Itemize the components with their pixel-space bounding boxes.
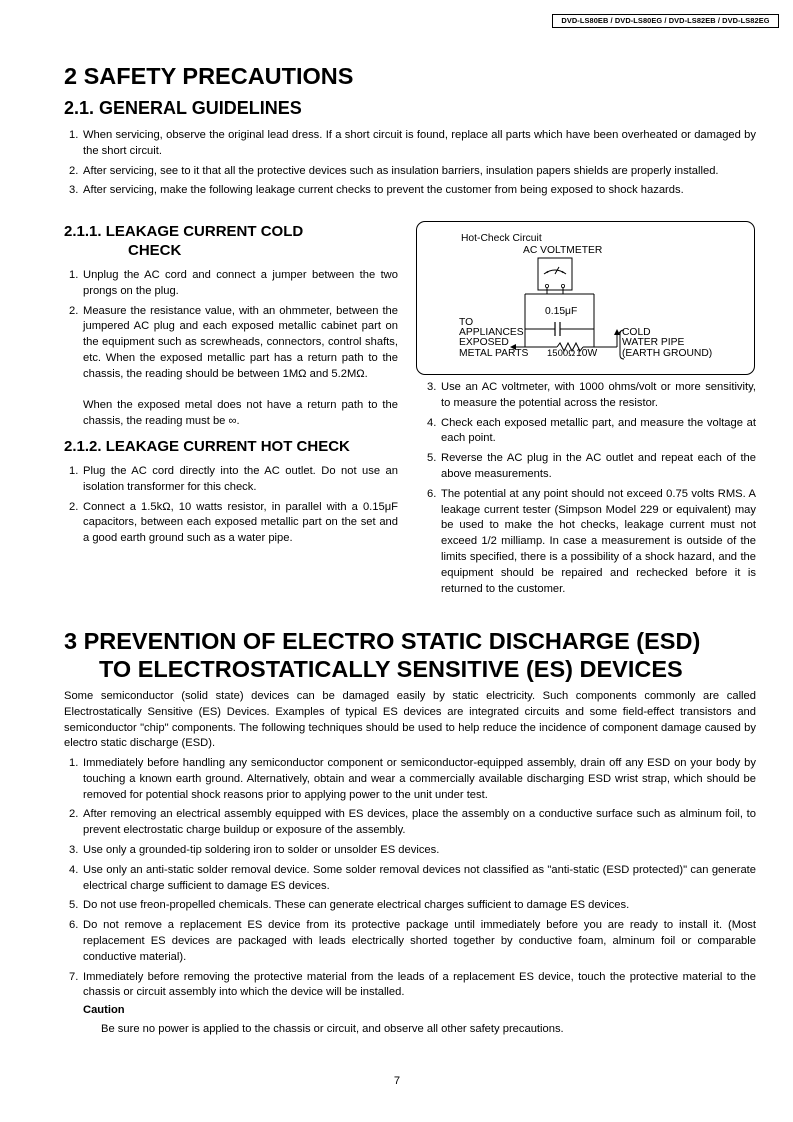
list-item: 1. When servicing, observe the original lead dress. If a short circuit is found, replace all parts which have been overheated or damaged by the short circuit. [69, 129, 756, 157]
list-item: 3. Use only a grounded-tip soldering iron to solder or unsolder ES devices. [69, 843, 440, 856]
list-item: 5. Do not use freon-propelled chemicals. These can generate electrical charges sufficient to damage ES devices. [69, 899, 630, 912]
appliances-label: APPLIANCES [459, 327, 524, 338]
diagram-title: Hot-Check Circuit [461, 233, 542, 244]
capacitor-label: 0.15μF [545, 306, 578, 317]
hot-check-list-left [64, 464, 398, 551]
cold-check-note: When the exposed metal does not have a return path to the chassis, the reading must be ∞. [83, 399, 398, 427]
section-2-title: 2 SAFETY PRECAUTIONS [64, 63, 354, 89]
section-3-title-line2: TO ELECTROSTATICALLY SENSITIVE (ES) DEVICES [99, 656, 683, 682]
list-item: 1. Immediately before handling any semiconductor component or semiconductor-equipped assembly, drain off any ESD on your body by touching a known earth ground. Alternatively, obtain and wear a commercially available discharging ESD wrist strap, which should be removed for potential shock reasons prior to applying power to the unit under test. [69, 757, 756, 801]
list-item: 5. Reverse the AC plug in the AC outlet and repeat each of the above measurements. [427, 452, 756, 480]
list-item: 6. Do not remove a replacement ES device from its protective package until immediately before you are ready to install it. (Most replacement ES devices are packaged with leads electrically shorted together by conductive foam, alminum foil or comparable conductive material). [69, 919, 756, 963]
resistor-label: 1500Ω [547, 348, 576, 359]
list-item: 2. After removing an electrical assembly equipped with ES devices, place the assembly on a conductive surface such as alminum foil, to prevent electrostatic charge buildup or exposure of the assembly. [69, 808, 756, 837]
model-numbers-header: DVD-LS80EB / DVD-LS80EG / DVD-LS82EB / DVD-LS82EG [552, 14, 779, 28]
meter-terminal-right [561, 284, 564, 287]
cold-label: COLD [622, 327, 651, 338]
water-pipe-label: WATER PIPE [622, 337, 685, 348]
section-2-1-1-title-line2: CHECK [128, 242, 182, 259]
section-2-1-2-title: 2.1.2. LEAKAGE CURRENT HOT CHECK [64, 438, 350, 455]
list-item: 2. After servicing, see to it that all the protective devices such as insulation barriers, insulation papers shields are properly installed. [69, 164, 719, 177]
hot-check-list-right [422, 380, 756, 601]
esd-intro-paragraph: Some semiconductor (solid state) devices can be damaged easily by static electricity. Such components commonly are called Electrostatically Sensitive (ES) Devices. Examples of typical ES devices are integrated circuits and some field-effect transistors and semiconductor "chip" components. The following techniques should be used to help reduce the incidence of component damage caused by electro static discharge (ESD). [64, 690, 756, 750]
exposed-label: EXPOSED [459, 337, 509, 348]
voltmeter-label: AC VOLTMETER [523, 245, 603, 256]
meter-terminal-left [545, 284, 548, 287]
page-number: 7 [393, 1075, 401, 1087]
esd-techniques-list [64, 756, 756, 1005]
general-guidelines-list [64, 128, 756, 203]
list-item: 1. Plug the AC cord directly into the AC outlet. Do not use an isolation transformer for this check. [69, 465, 398, 493]
earth-ground-label: (EARTH GROUND) [622, 348, 713, 359]
list-item: 4. Check each exposed metallic part, and measure the voltage at each point. [427, 416, 756, 445]
list-item: 3. After servicing, make the following leakage current checks to prevent the customer from being exposed to shock hazards. [69, 184, 684, 197]
cold-check-list [64, 268, 398, 383]
arrow-up [614, 329, 620, 335]
section-2-1-1-title-line1: 2.1.1. LEAKAGE CURRENT COLD [64, 223, 304, 240]
section-3-title-line1: 3 PREVENTION OF ELECTRO STATIC DISCHARGE (ESD) [64, 628, 701, 654]
hot-check-circuit-diagram [416, 221, 755, 375]
list-item: 3. Use an AC voltmeter, with 1000 ohms/volt or more sensitivity, to measure the potential across the resistor. [427, 381, 756, 409]
list-item: 2. Connect a 1.5kΩ, 10 watts resistor, in parallel with a 0.15μF capacitors, between each exposed metallic part on the set and a good earth ground such as a water pipe. [69, 500, 398, 545]
list-item: 1. Unplug the AC cord and connect a jumper between the two prongs on the plug. [69, 269, 398, 297]
list-item: 2. Measure the resistance value, with an ohmmeter, between the jumpered AC plug and each exposed metallic cabinet part on the equipment such as screwheads, connectors, control shafts, etc. When the exposed metallic part has a return path to the chassis, the reading should be between 1MΩ and 5.2MΩ. [69, 304, 398, 380]
list-item: 7. Immediately before removing the protective material from the leads of a replacement ES device, touch the protective material to the chassis or circuit assembly into which the device will be installed. [69, 970, 756, 999]
caution-text: Be sure no power is applied to the chassis or circuit, and observe all other safety precautions. [101, 1023, 564, 1035]
to-label: TO [459, 317, 474, 328]
caution-label: Caution [83, 1004, 125, 1016]
metal-parts-label: METAL PARTS [459, 348, 529, 359]
watts-label: 10W [576, 348, 598, 359]
list-item: 6. The potential at any point should not exceed 0.75 volts RMS. A leakage current tester (Simpson Model 229 or equivalent) may be used to make the hot checks, leakage current must not exceed 1/2 milliamp. In case a measurement is outside of the limits specified, there is a possibility of a shock hazard, and the equipment should be repaired and rechecked before it is returned to the customer. [427, 487, 756, 595]
section-2-1-title: 2.1. GENERAL GUIDELINES [64, 98, 302, 118]
list-item: 4. Use only an anti-static solder removal device. Some solder removal devices not classified as "anti-static (ESD protected)" can generate electrical charge sufficient to damage ES devices. [69, 863, 756, 892]
